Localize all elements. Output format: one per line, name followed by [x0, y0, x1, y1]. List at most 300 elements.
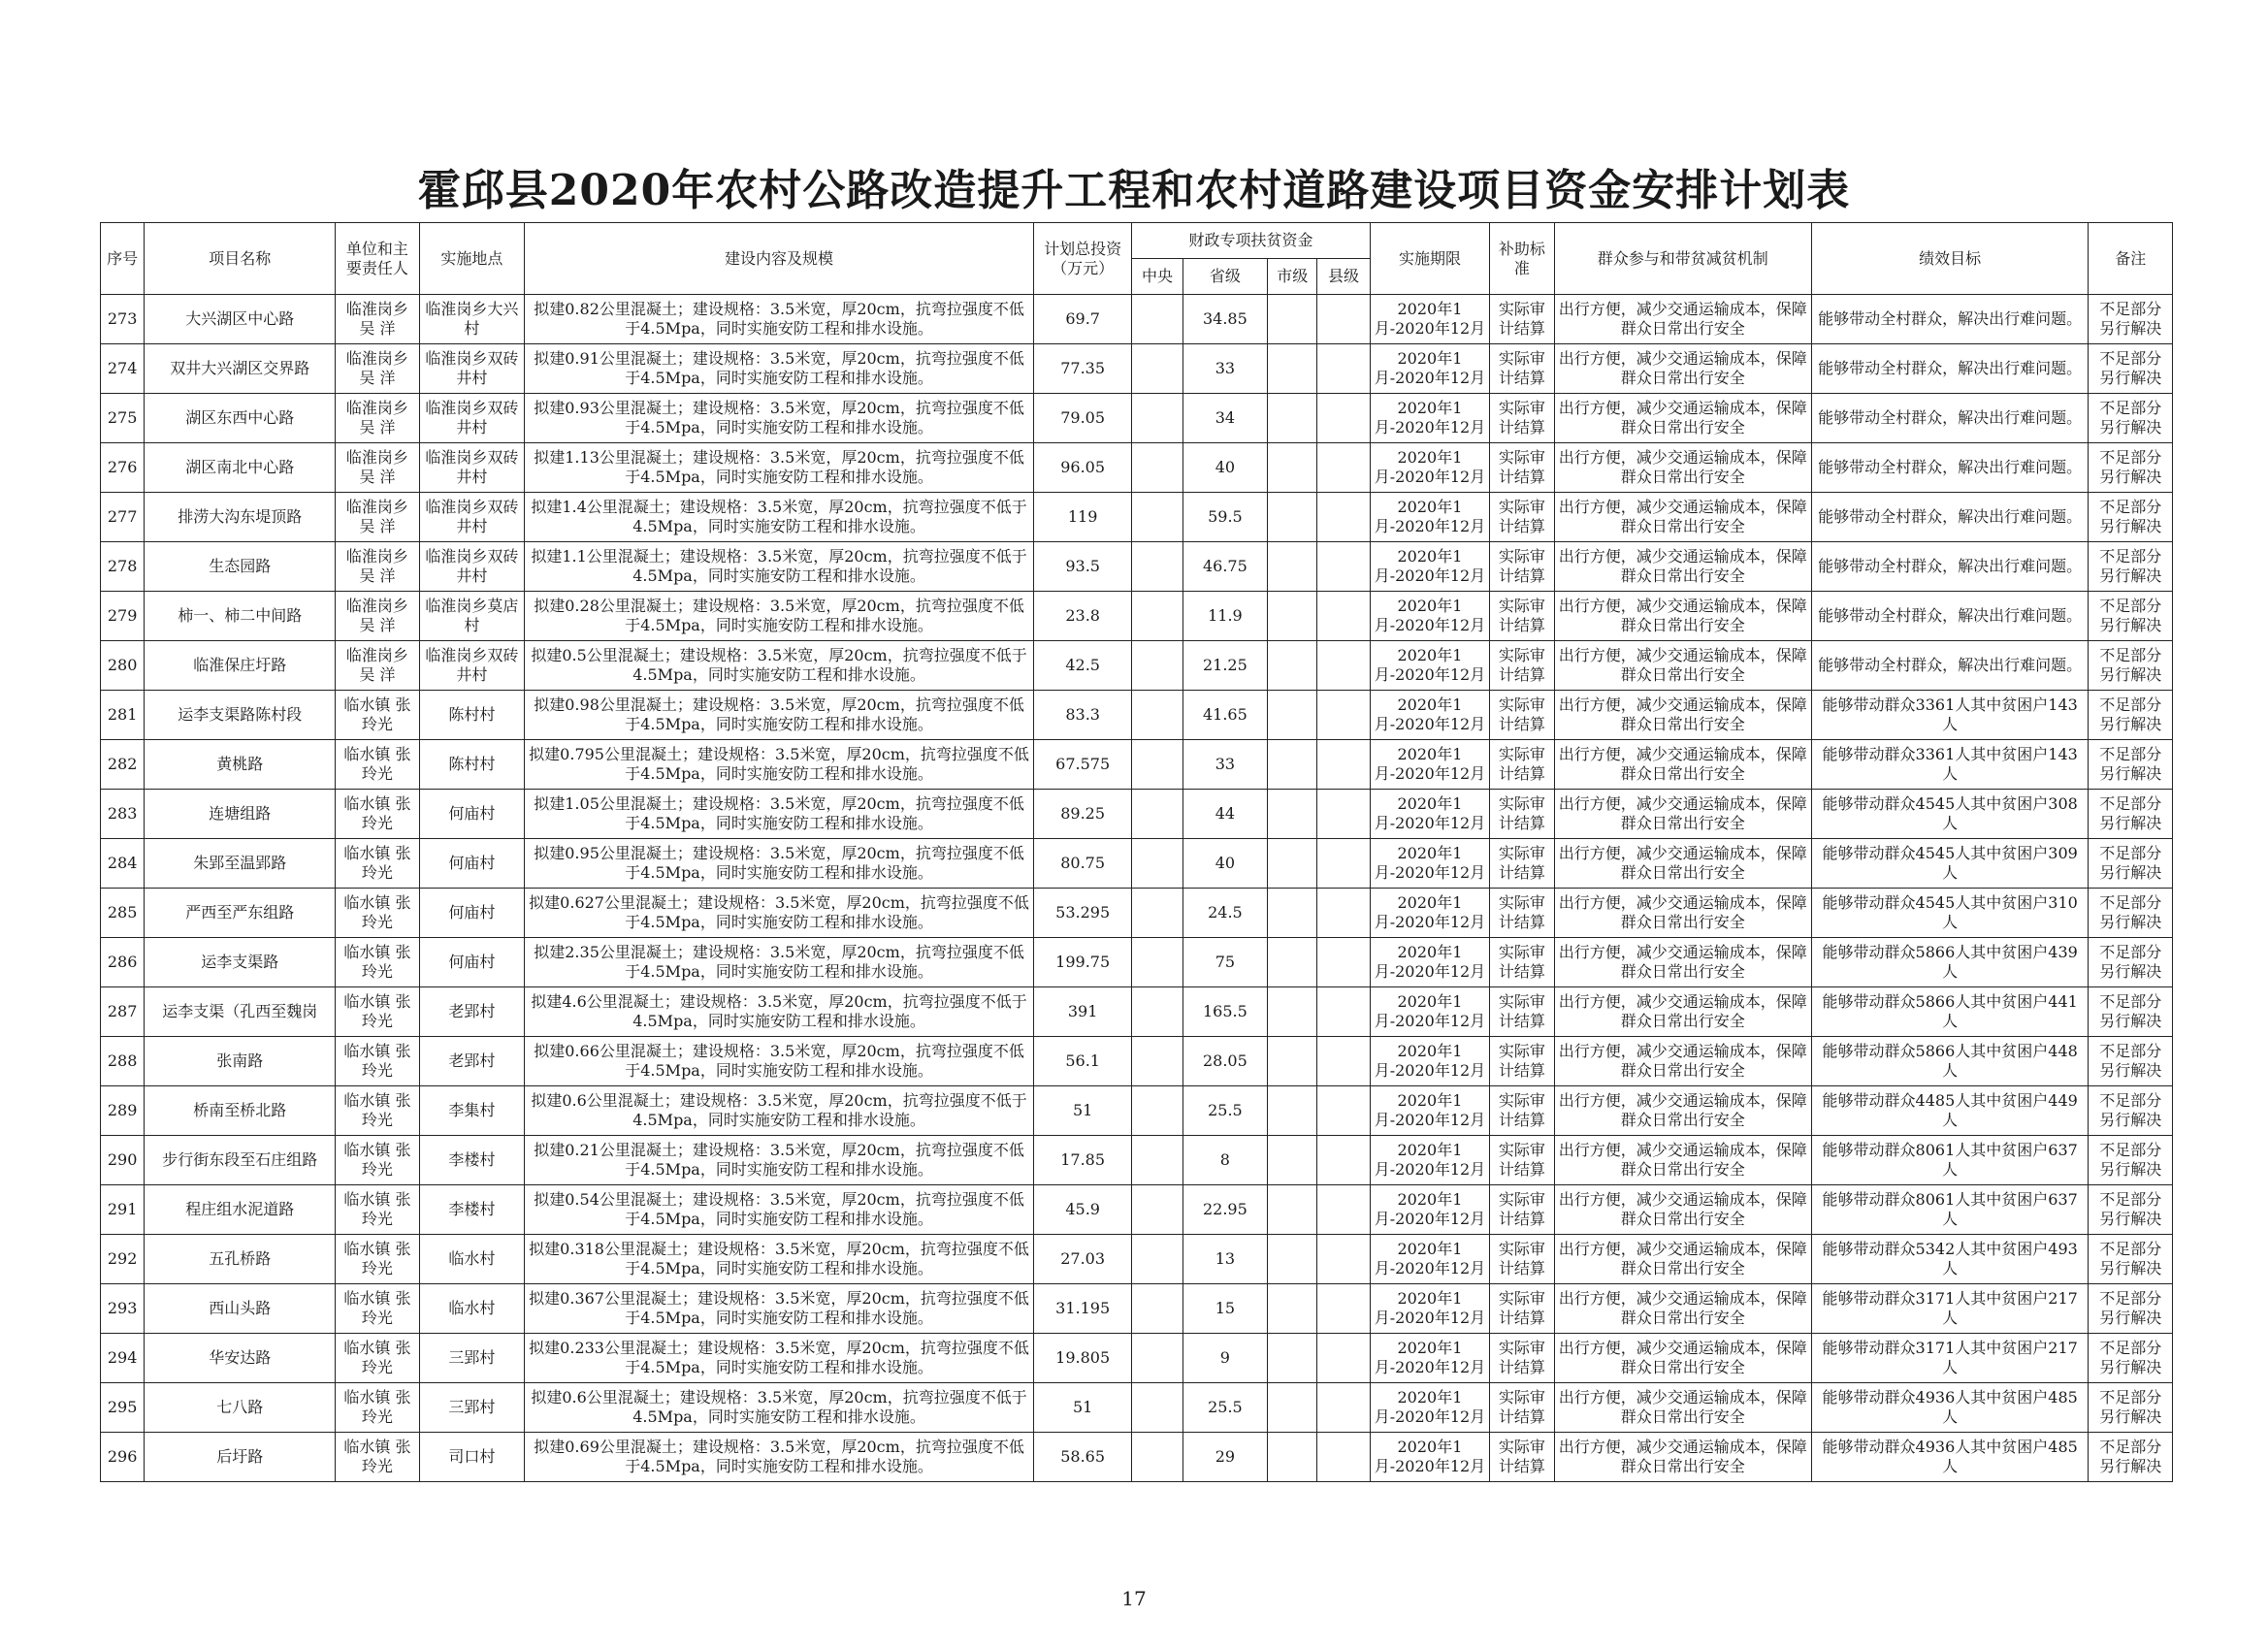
cell-city [1268, 394, 1317, 443]
cell-standard: 实际审计结算 [1490, 1086, 1554, 1136]
cell-county [1317, 1433, 1370, 1482]
cell-remark: 不足部分另行解决 [2089, 1334, 2173, 1383]
cell-name: 桥南至桥北路 [145, 1086, 336, 1136]
cell-standard: 实际审计结算 [1490, 987, 1554, 1037]
table-row [101, 839, 2173, 889]
cell-remark: 不足部分另行解决 [2089, 889, 2173, 938]
cell-central [1132, 592, 1183, 641]
cell-standard: 实际审计结算 [1490, 1235, 1554, 1284]
cell-name: 程庄组水泥道路 [145, 1185, 336, 1235]
cell-standard: 实际审计结算 [1490, 295, 1554, 344]
cell-province: 34.85 [1183, 295, 1267, 344]
cell-content: 拟建1.13公里混凝土；建设规格：3.5米宽，厚20cm，抗弯拉强度不低于4.5Mpa，同时实施安防工程和排水设施。 [525, 443, 1034, 493]
cell-seq: 282 [101, 740, 145, 790]
cell-city [1268, 1185, 1317, 1235]
cell-period: 2020年1月-2020年12月 [1370, 740, 1490, 790]
cell-total: 199.75 [1033, 938, 1132, 987]
cell-content: 拟建0.82公里混凝土；建设规格：3.5米宽，厚20cm，抗弯拉强度不低于4.5Mpa，同时实施安防工程和排水设施。 [525, 295, 1034, 344]
cell-province: 8 [1183, 1136, 1267, 1185]
cell-location: 何庙村 [419, 839, 525, 889]
header-performance: 绩效目标 [1811, 223, 2088, 295]
cell-remark: 不足部分另行解决 [2089, 790, 2173, 839]
table-row [101, 1086, 2173, 1136]
cell-county [1317, 938, 1370, 987]
cell-central [1132, 1284, 1183, 1334]
cell-seq: 274 [101, 344, 145, 394]
cell-total: 45.9 [1033, 1185, 1132, 1235]
cell-content: 拟建0.367公里混凝土；建设规格：3.5米宽，厚20cm，抗弯拉强度不低于4.5Mpa，同时实施安防工程和排水设施。 [525, 1284, 1034, 1334]
cell-name: 黄桃路 [145, 740, 336, 790]
cell-total: 51 [1033, 1383, 1132, 1433]
table-row [101, 1334, 2173, 1383]
cell-central [1132, 394, 1183, 443]
cell-remark: 不足部分另行解决 [2089, 1185, 2173, 1235]
cell-mechanism: 出行方便，减少交通运输成本，保障群众日常出行安全 [1554, 1383, 1811, 1433]
cell-performance: 能够带动群众4545人其中贫困户308人 [1811, 790, 2088, 839]
cell-total: 77.35 [1033, 344, 1132, 394]
table-row [101, 740, 2173, 790]
cell-county [1317, 394, 1370, 443]
cell-city [1268, 641, 1317, 691]
cell-total: 80.75 [1033, 839, 1132, 889]
header-period: 实施期限 [1370, 223, 1490, 295]
cell-location: 临淮岗乡大兴村 [419, 295, 525, 344]
cell-seq: 295 [101, 1383, 145, 1433]
cell-performance: 能够带动群众3171人其中贫困户217人 [1811, 1334, 2088, 1383]
document-title: 霍邱县2020年农村公路改造提升工程和农村道路建设项目资金安排计划表 [417, 166, 1851, 215]
cell-performance: 能够带动群众4936人其中贫困户485人 [1811, 1433, 2088, 1482]
cell-seq: 281 [101, 691, 145, 740]
cell-central [1132, 493, 1183, 542]
cell-name: 运李支渠路 [145, 938, 336, 987]
cell-mechanism: 出行方便，减少交通运输成本，保障群众日常出行安全 [1554, 592, 1811, 641]
cell-city [1268, 938, 1317, 987]
cell-county [1317, 691, 1370, 740]
cell-performance: 能够带动群众4545人其中贫困户309人 [1811, 839, 2088, 889]
header-standard: 补助标准 [1490, 223, 1554, 295]
cell-remark: 不足部分另行解决 [2089, 493, 2173, 542]
cell-province: 28.05 [1183, 1037, 1267, 1086]
cell-central [1132, 1185, 1183, 1235]
cell-mechanism: 出行方便，减少交通运输成本，保障群众日常出行安全 [1554, 1185, 1811, 1235]
cell-performance: 能够带动全村群众，解决出行难问题。 [1811, 641, 2088, 691]
cell-performance: 能够带动群众3171人其中贫困户217人 [1811, 1284, 2088, 1334]
cell-central [1132, 987, 1183, 1037]
cell-location: 三郢村 [419, 1383, 525, 1433]
cell-seq: 276 [101, 443, 145, 493]
cell-period: 2020年1月-2020年12月 [1370, 1334, 1490, 1383]
cell-total: 391 [1033, 987, 1132, 1037]
cell-total: 17.85 [1033, 1136, 1132, 1185]
cell-performance: 能够带动群众8061人其中贫困户637人 [1811, 1185, 2088, 1235]
cell-province: 25.5 [1183, 1086, 1267, 1136]
cell-seq: 285 [101, 889, 145, 938]
cell-city [1268, 344, 1317, 394]
cell-location: 何庙村 [419, 889, 525, 938]
header-seq: 序号 [101, 223, 145, 295]
cell-mechanism: 出行方便，减少交通运输成本，保障群众日常出行安全 [1554, 295, 1811, 344]
cell-period: 2020年1月-2020年12月 [1370, 295, 1490, 344]
cell-seq: 284 [101, 839, 145, 889]
table-row [101, 592, 2173, 641]
cell-mechanism: 出行方便，减少交通运输成本，保障群众日常出行安全 [1554, 344, 1811, 394]
cell-performance: 能够带动群众4936人其中贫困户485人 [1811, 1383, 2088, 1433]
cell-content: 拟建1.4公里混凝土；建设规格：3.5米宽，厚20cm，抗弯拉强度不低于4.5Mpa，同时实施安防工程和排水设施。 [525, 493, 1034, 542]
table-row [101, 691, 2173, 740]
cell-city [1268, 1383, 1317, 1433]
cell-content: 拟建0.69公里混凝土；建设规格：3.5米宽，厚20cm，抗弯拉强度不低于4.5Mpa，同时实施安防工程和排水设施。 [525, 1433, 1034, 1482]
cell-remark: 不足部分另行解决 [2089, 987, 2173, 1037]
cell-performance: 能够带动全村群众，解决出行难问题。 [1811, 394, 2088, 443]
cell-name: 运李支渠（孔西至魏岗 [145, 987, 336, 1037]
cell-central [1132, 1334, 1183, 1383]
cell-name: 后圩路 [145, 1433, 336, 1482]
cell-content: 拟建0.6公里混凝土；建设规格：3.5米宽，厚20cm，抗弯拉强度不低于4.5Mpa，同时实施安防工程和排水设施。 [525, 1383, 1034, 1433]
cell-unit: 临淮岗乡 吴 洋 [336, 592, 419, 641]
cell-name: 五孔桥路 [145, 1235, 336, 1284]
cell-county [1317, 443, 1370, 493]
cell-period: 2020年1月-2020年12月 [1370, 987, 1490, 1037]
cell-seq: 283 [101, 790, 145, 839]
cell-name: 双井大兴湖区交界路 [145, 344, 336, 394]
cell-province: 40 [1183, 443, 1267, 493]
cell-mechanism: 出行方便，减少交通运输成本，保障群众日常出行安全 [1554, 641, 1811, 691]
cell-seq: 280 [101, 641, 145, 691]
cell-content: 拟建0.28公里混凝土；建设规格：3.5米宽，厚20cm，抗弯拉强度不低于4.5Mpa，同时实施安防工程和排水设施。 [525, 592, 1034, 641]
cell-period: 2020年1月-2020年12月 [1370, 1284, 1490, 1334]
cell-content: 拟建0.95公里混凝土；建设规格：3.5米宽，厚20cm，抗弯拉强度不低于4.5Mpa，同时实施安防工程和排水设施。 [525, 839, 1034, 889]
cell-central [1132, 1086, 1183, 1136]
cell-mechanism: 出行方便，减少交通运输成本，保障群众日常出行安全 [1554, 938, 1811, 987]
cell-county [1317, 1334, 1370, 1383]
cell-performance: 能够带动群众4485人其中贫困户449人 [1811, 1086, 2088, 1136]
cell-remark: 不足部分另行解决 [2089, 740, 2173, 790]
cell-city [1268, 1086, 1317, 1136]
cell-content: 拟建1.05公里混凝土；建设规格：3.5米宽，厚20cm，抗弯拉强度不低于4.5Mpa，同时实施安防工程和排水设施。 [525, 790, 1034, 839]
cell-unit: 临淮岗乡 吴 洋 [336, 493, 419, 542]
cell-name: 大兴湖区中心路 [145, 295, 336, 344]
cell-performance: 能够带动群众5866人其中贫困户441人 [1811, 987, 2088, 1037]
cell-period: 2020年1月-2020年12月 [1370, 691, 1490, 740]
cell-remark: 不足部分另行解决 [2089, 1433, 2173, 1482]
cell-city [1268, 1433, 1317, 1482]
cell-name: 排涝大沟东堤顶路 [145, 493, 336, 542]
cell-standard: 实际审计结算 [1490, 641, 1554, 691]
cell-standard: 实际审计结算 [1490, 493, 1554, 542]
cell-unit: 临水镇 张玲光 [336, 839, 419, 889]
cell-province: 44 [1183, 790, 1267, 839]
cell-performance: 能够带动全村群众，解决出行难问题。 [1811, 592, 2088, 641]
cell-seq: 296 [101, 1433, 145, 1482]
cell-total: 31.195 [1033, 1284, 1132, 1334]
table-row [101, 1235, 2173, 1284]
cell-remark: 不足部分另行解决 [2089, 839, 2173, 889]
cell-county [1317, 987, 1370, 1037]
cell-standard: 实际审计结算 [1490, 938, 1554, 987]
cell-location: 司口村 [419, 1433, 525, 1482]
cell-location: 老郢村 [419, 987, 525, 1037]
cell-central [1132, 443, 1183, 493]
cell-location: 何庙村 [419, 790, 525, 839]
cell-unit: 临淮岗乡 吴 洋 [336, 394, 419, 443]
cell-performance: 能够带动群众4545人其中贫困户310人 [1811, 889, 2088, 938]
cell-location: 临水村 [419, 1235, 525, 1284]
cell-county [1317, 1383, 1370, 1433]
cell-city [1268, 1235, 1317, 1284]
table-row [101, 295, 2173, 344]
cell-performance: 能够带动群众5342人其中贫困户493人 [1811, 1235, 2088, 1284]
cell-standard: 实际审计结算 [1490, 740, 1554, 790]
cell-seq: 277 [101, 493, 145, 542]
header-city: 市级 [1268, 259, 1317, 295]
cell-central [1132, 1235, 1183, 1284]
cell-period: 2020年1月-2020年12月 [1370, 1383, 1490, 1433]
cell-name: 朱郢至温郢路 [145, 839, 336, 889]
cell-city [1268, 1284, 1317, 1334]
cell-county [1317, 493, 1370, 542]
cell-city [1268, 691, 1317, 740]
cell-seq: 294 [101, 1334, 145, 1383]
cell-unit: 临淮岗乡 吴 洋 [336, 443, 419, 493]
cell-province: 34 [1183, 394, 1267, 443]
cell-location: 临淮岗乡双砖井村 [419, 542, 525, 592]
cell-unit: 临水镇 张玲光 [336, 987, 419, 1037]
cell-standard: 实际审计结算 [1490, 1037, 1554, 1086]
cell-total: 89.25 [1033, 790, 1132, 839]
header-central: 中央 [1132, 259, 1183, 295]
cell-county [1317, 1284, 1370, 1334]
cell-remark: 不足部分另行解决 [2089, 938, 2173, 987]
cell-unit: 临水镇 张玲光 [336, 1086, 419, 1136]
cell-performance: 能够带动群众3361人其中贫困户143人 [1811, 691, 2088, 740]
cell-standard: 实际审计结算 [1490, 1433, 1554, 1482]
funding-plan-table [100, 222, 2173, 1482]
cell-total: 67.575 [1033, 740, 1132, 790]
cell-total: 93.5 [1033, 542, 1132, 592]
cell-central [1132, 839, 1183, 889]
cell-county [1317, 592, 1370, 641]
cell-location: 临淮岗乡双砖井村 [419, 394, 525, 443]
cell-seq: 278 [101, 542, 145, 592]
header-content: 建设内容及规模 [525, 223, 1034, 295]
cell-city [1268, 790, 1317, 839]
cell-province: 11.9 [1183, 592, 1267, 641]
cell-name: 湖区南北中心路 [145, 443, 336, 493]
cell-name: 运李支渠路陈村段 [145, 691, 336, 740]
cell-province: 25.5 [1183, 1383, 1267, 1433]
cell-location: 临淮岗乡双砖井村 [419, 344, 525, 394]
cell-mechanism: 出行方便，减少交通运输成本，保障群众日常出行安全 [1554, 1433, 1811, 1482]
cell-location: 何庙村 [419, 938, 525, 987]
cell-content: 拟建4.6公里混凝土；建设规格：3.5米宽，厚20cm，抗弯拉强度不低于4.5Mpa，同时实施安防工程和排水设施。 [525, 987, 1034, 1037]
cell-city [1268, 1037, 1317, 1086]
cell-total: 51 [1033, 1086, 1132, 1136]
cell-performance: 能够带动全村群众，解决出行难问题。 [1811, 542, 2088, 592]
cell-county [1317, 542, 1370, 592]
cell-county [1317, 295, 1370, 344]
cell-content: 拟建0.233公里混凝土；建设规格：3.5米宽，厚20cm，抗弯拉强度不低于4.5Mpa，同时实施安防工程和排水设施。 [525, 1334, 1034, 1383]
table-row [101, 394, 2173, 443]
cell-county [1317, 839, 1370, 889]
cell-mechanism: 出行方便，减少交通运输成本，保障群众日常出行安全 [1554, 1334, 1811, 1383]
cell-total: 96.05 [1033, 443, 1132, 493]
cell-province: 40 [1183, 839, 1267, 889]
cell-remark: 不足部分另行解决 [2089, 295, 2173, 344]
cell-name: 张南路 [145, 1037, 336, 1086]
cell-unit: 临淮岗乡 吴 洋 [336, 344, 419, 394]
cell-central [1132, 938, 1183, 987]
cell-unit: 临水镇 张玲光 [336, 889, 419, 938]
cell-remark: 不足部分另行解决 [2089, 1136, 2173, 1185]
cell-standard: 实际审计结算 [1490, 1136, 1554, 1185]
cell-remark: 不足部分另行解决 [2089, 394, 2173, 443]
cell-central [1132, 691, 1183, 740]
cell-county [1317, 344, 1370, 394]
cell-mechanism: 出行方便，减少交通运输成本，保障群众日常出行安全 [1554, 542, 1811, 592]
cell-location: 临淮岗乡双砖井村 [419, 641, 525, 691]
cell-county [1317, 1086, 1370, 1136]
cell-unit: 临水镇 张玲光 [336, 1185, 419, 1235]
cell-province: 13 [1183, 1235, 1267, 1284]
cell-location: 老郢村 [419, 1037, 525, 1086]
cell-county [1317, 1185, 1370, 1235]
cell-city [1268, 1334, 1317, 1383]
cell-seq: 292 [101, 1235, 145, 1284]
cell-city [1268, 493, 1317, 542]
table-row [101, 1037, 2173, 1086]
cell-standard: 实际审计结算 [1490, 443, 1554, 493]
cell-total: 119 [1033, 493, 1132, 542]
cell-central [1132, 1037, 1183, 1086]
cell-period: 2020年1月-2020年12月 [1370, 344, 1490, 394]
cell-unit: 临水镇 张玲光 [336, 1284, 419, 1334]
cell-province: 75 [1183, 938, 1267, 987]
cell-central [1132, 790, 1183, 839]
cell-remark: 不足部分另行解决 [2089, 1037, 2173, 1086]
cell-location: 临淮岗乡莫店村 [419, 592, 525, 641]
cell-remark: 不足部分另行解决 [2089, 592, 2173, 641]
cell-unit: 临水镇 张玲光 [336, 691, 419, 740]
cell-performance: 能够带动全村群众，解决出行难问题。 [1811, 344, 2088, 394]
cell-period: 2020年1月-2020年12月 [1370, 542, 1490, 592]
cell-city [1268, 592, 1317, 641]
cell-seq: 286 [101, 938, 145, 987]
cell-unit: 临水镇 张玲光 [336, 1433, 419, 1482]
cell-central [1132, 641, 1183, 691]
cell-province: 41.65 [1183, 691, 1267, 740]
cell-mechanism: 出行方便，减少交通运输成本，保障群众日常出行安全 [1554, 443, 1811, 493]
cell-mechanism: 出行方便，减少交通运输成本，保障群众日常出行安全 [1554, 1136, 1811, 1185]
cell-name: 严西至严东组路 [145, 889, 336, 938]
table-body [101, 295, 2173, 1482]
cell-standard: 实际审计结算 [1490, 889, 1554, 938]
cell-standard: 实际审计结算 [1490, 839, 1554, 889]
cell-name: 临淮保庄圩路 [145, 641, 336, 691]
cell-mechanism: 出行方便，减少交通运输成本，保障群众日常出行安全 [1554, 889, 1811, 938]
cell-mechanism: 出行方便，减少交通运输成本，保障群众日常出行安全 [1554, 691, 1811, 740]
cell-mechanism: 出行方便，减少交通运输成本，保障群众日常出行安全 [1554, 790, 1811, 839]
cell-location: 临水村 [419, 1284, 525, 1334]
cell-total: 69.7 [1033, 295, 1132, 344]
cell-city [1268, 889, 1317, 938]
cell-location: 三郢村 [419, 1334, 525, 1383]
cell-period: 2020年1月-2020年12月 [1370, 394, 1490, 443]
cell-period: 2020年1月-2020年12月 [1370, 1086, 1490, 1136]
cell-unit: 临淮岗乡 吴 洋 [336, 542, 419, 592]
table-row [101, 1185, 2173, 1235]
cell-unit: 临淮岗乡 吴 洋 [336, 641, 419, 691]
cell-content: 拟建2.35公里混凝土；建设规格：3.5米宽，厚20cm，抗弯拉强度不低于4.5Mpa，同时实施安防工程和排水设施。 [525, 938, 1034, 987]
cell-unit: 临水镇 张玲光 [336, 790, 419, 839]
cell-performance: 能够带动全村群众，解决出行难问题。 [1811, 443, 2088, 493]
cell-remark: 不足部分另行解决 [2089, 1383, 2173, 1433]
cell-period: 2020年1月-2020年12月 [1370, 1037, 1490, 1086]
cell-performance: 能够带动全村群众，解决出行难问题。 [1811, 295, 2088, 344]
cell-unit: 临水镇 张玲光 [336, 1383, 419, 1433]
header-fund-group: 财政专项扶贫资金 [1132, 223, 1370, 259]
cell-performance: 能够带动群众5866人其中贫困户448人 [1811, 1037, 2088, 1086]
cell-standard: 实际审计结算 [1490, 1185, 1554, 1235]
cell-remark: 不足部分另行解决 [2089, 443, 2173, 493]
cell-province: 24.5 [1183, 889, 1267, 938]
cell-location: 陈村村 [419, 740, 525, 790]
cell-content: 拟建0.98公里混凝土；建设规格：3.5米宽，厚20cm，抗弯拉强度不低于4.5Mpa，同时实施安防工程和排水设施。 [525, 691, 1034, 740]
cell-content: 拟建0.795公里混凝土；建设规格：3.5米宽，厚20cm，抗弯拉强度不低于4.5Mpa，同时实施安防工程和排水设施。 [525, 740, 1034, 790]
cell-mechanism: 出行方便，减少交通运输成本，保障群众日常出行安全 [1554, 740, 1811, 790]
cell-province: 33 [1183, 344, 1267, 394]
cell-location: 李楼村 [419, 1185, 525, 1235]
cell-seq: 289 [101, 1086, 145, 1136]
cell-total: 53.295 [1033, 889, 1132, 938]
cell-content: 拟建0.66公里混凝土；建设规格：3.5米宽，厚20cm，抗弯拉强度不低于4.5Mpa，同时实施安防工程和排水设施。 [525, 1037, 1034, 1086]
header-location: 实施地点 [419, 223, 525, 295]
cell-mechanism: 出行方便，减少交通运输成本，保障群众日常出行安全 [1554, 1235, 1811, 1284]
cell-city [1268, 1136, 1317, 1185]
cell-content: 拟建0.21公里混凝土；建设规格：3.5米宽，厚20cm，抗弯拉强度不低于4.5Mpa，同时实施安防工程和排水设施。 [525, 1136, 1034, 1185]
cell-city [1268, 987, 1317, 1037]
cell-remark: 不足部分另行解决 [2089, 1235, 2173, 1284]
cell-total: 23.8 [1033, 592, 1132, 641]
table-row [101, 641, 2173, 691]
cell-unit: 临水镇 张玲光 [336, 1037, 419, 1086]
cell-standard: 实际审计结算 [1490, 394, 1554, 443]
cell-remark: 不足部分另行解决 [2089, 1284, 2173, 1334]
cell-performance: 能够带动群众3361人其中贫困户143人 [1811, 740, 2088, 790]
cell-content: 拟建1.1公里混凝土；建设规格：3.5米宽，厚20cm，抗弯拉强度不低于4.5Mpa，同时实施安防工程和排水设施。 [525, 542, 1034, 592]
cell-content: 拟建0.93公里混凝土；建设规格：3.5米宽，厚20cm，抗弯拉强度不低于4.5Mpa，同时实施安防工程和排水设施。 [525, 394, 1034, 443]
cell-mechanism: 出行方便，减少交通运输成本，保障群众日常出行安全 [1554, 839, 1811, 889]
cell-seq: 287 [101, 987, 145, 1037]
cell-period: 2020年1月-2020年12月 [1370, 641, 1490, 691]
cell-central [1132, 1136, 1183, 1185]
cell-county [1317, 790, 1370, 839]
cell-central [1132, 1433, 1183, 1482]
table-row [101, 344, 2173, 394]
cell-central [1132, 542, 1183, 592]
cell-mechanism: 出行方便，减少交通运输成本，保障群众日常出行安全 [1554, 493, 1811, 542]
cell-location: 陈村村 [419, 691, 525, 740]
cell-standard: 实际审计结算 [1490, 790, 1554, 839]
cell-unit: 临水镇 张玲光 [336, 1235, 419, 1284]
cell-content: 拟建0.318公里混凝土；建设规格：3.5米宽，厚20cm，抗弯拉强度不低于4.5Mpa，同时实施安防工程和排水设施。 [525, 1235, 1034, 1284]
header-mechanism: 群众参与和带贫减贫机制 [1554, 223, 1811, 295]
cell-remark: 不足部分另行解决 [2089, 542, 2173, 592]
cell-standard: 实际审计结算 [1490, 1334, 1554, 1383]
cell-seq: 291 [101, 1185, 145, 1235]
cell-content: 拟建0.91公里混凝土；建设规格：3.5米宽，厚20cm，抗弯拉强度不低于4.5Mpa，同时实施安防工程和排水设施。 [525, 344, 1034, 394]
cell-seq: 293 [101, 1284, 145, 1334]
cell-total: 56.1 [1033, 1037, 1132, 1086]
